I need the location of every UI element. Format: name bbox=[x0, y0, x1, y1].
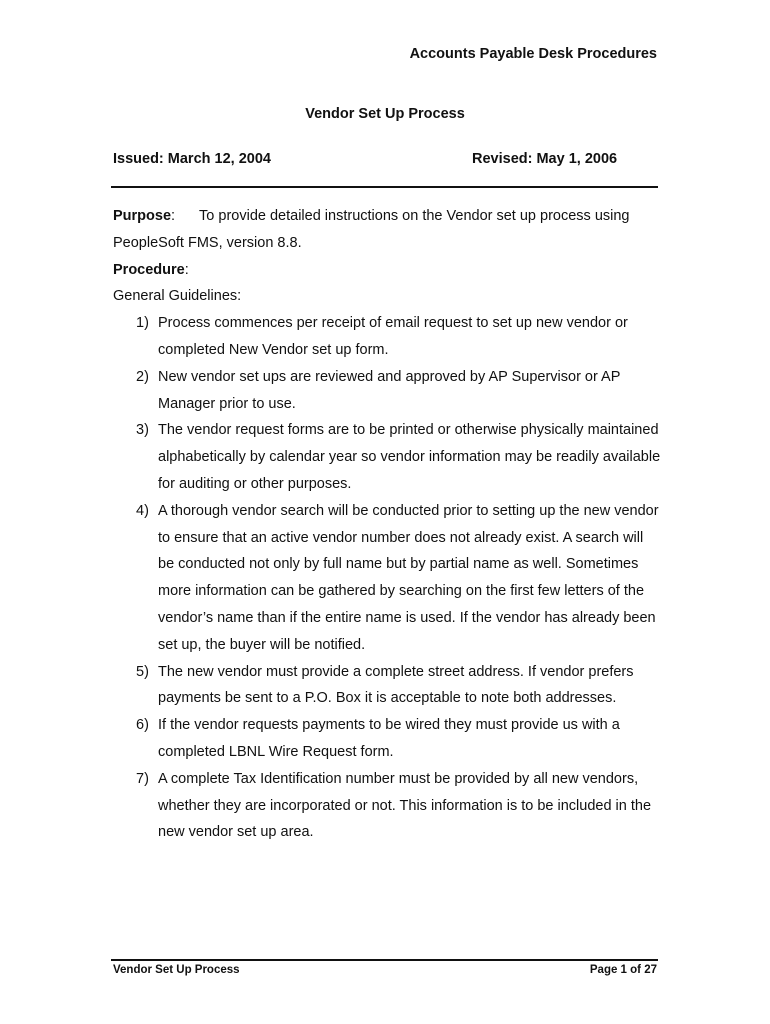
revised-date: Revised: May 1, 2006 bbox=[472, 151, 618, 167]
list-item-number: 2) bbox=[136, 368, 149, 385]
list-item-text: A thorough vendor search will be conducted prior to setting up the new vendor to ensure that an active vendor number does not already exist. A search will be conducted not only by full name but by partial name as well. Sometimes more information can be gathered by searching on the first few letters of the vendor’s name than if the entire name is used. If the vendor has already been set up, the buyer will be notified. bbox=[158, 502, 659, 653]
procedure-heading bbox=[113, 257, 661, 284]
list-item-number: 7) bbox=[136, 770, 149, 787]
document-title: Vendor Set Up Process bbox=[305, 106, 465, 122]
footer-divider bbox=[111, 959, 658, 961]
list-item-number: 5) bbox=[136, 663, 149, 680]
list-item-number: 6) bbox=[136, 717, 149, 734]
list-item bbox=[113, 310, 661, 364]
procedure-label: Procedure bbox=[113, 261, 185, 278]
running-header: Accounts Payable Desk Procedures bbox=[409, 46, 657, 62]
list-item-number: 3) bbox=[136, 422, 149, 439]
list-item-text: The new vendor must provide a complete street address. If vendor prefers payments be sent to a P.O. Box it is acceptable to note both addresses. bbox=[158, 663, 634, 707]
guidelines-list bbox=[113, 310, 661, 846]
list-item-text: New vendor set ups are reviewed and approved by AP Supervisor or AP Manager prior to use. bbox=[158, 368, 621, 412]
list-item-text: The vendor request forms are to be printed or otherwise physically maintained alphabetically by calendar year so vendor information may be readily available for auditing or other purposes. bbox=[158, 422, 661, 492]
issued-date: Issued: March 12, 2004 bbox=[113, 151, 271, 167]
list-item-text: A complete Tax Identification number must be provided by all new vendors, whether they are incorporated or not. This information is to be included in the new vendor set up area. bbox=[158, 770, 652, 841]
document-body bbox=[113, 203, 661, 846]
header-divider bbox=[111, 186, 658, 188]
list-item bbox=[113, 712, 661, 766]
purpose-label: Purpose bbox=[113, 208, 172, 224]
list-item bbox=[113, 766, 661, 846]
list-item bbox=[113, 498, 661, 659]
footer-section-title: Vendor Set Up Process bbox=[113, 964, 240, 976]
list-item bbox=[113, 417, 661, 497]
list-item bbox=[113, 659, 661, 713]
page-number: Page 1 of 27 bbox=[589, 964, 657, 976]
procedure-colon: : bbox=[184, 261, 189, 278]
general-guidelines-heading: General Guidelines: bbox=[113, 288, 242, 305]
list-item-number: 1) bbox=[136, 315, 149, 332]
purpose-paragraph bbox=[113, 203, 661, 257]
list-item-text: Process commences per receipt of email request to set up new vendor or completed New Vendor set up form. bbox=[158, 315, 628, 358]
list-item-number: 4) bbox=[136, 502, 149, 519]
list-item-text: If the vendor requests payments to be wired they must provide us with a completed LBNL Wire Request form. bbox=[158, 717, 620, 760]
list-item bbox=[113, 364, 661, 418]
purpose-colon: : bbox=[171, 208, 176, 224]
purpose-text: To provide detailed instructions on the Vendor set up process using PeopleSoft FMS, version 8.8. bbox=[113, 208, 630, 251]
